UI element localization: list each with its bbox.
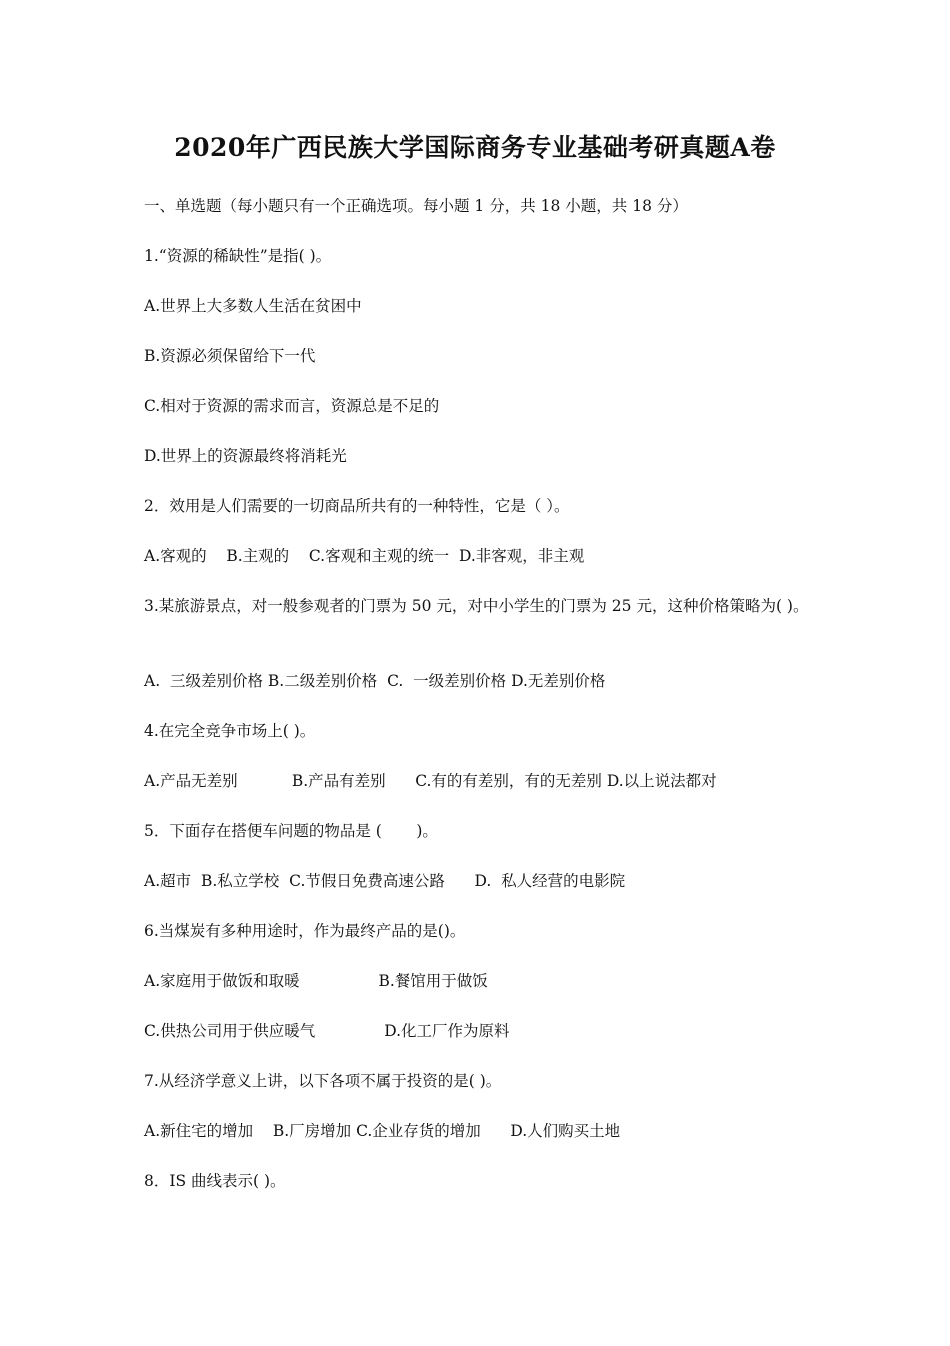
question-7: 7.从经济学意义上讲，以下各项不属于投资的是( )。 (144, 1072, 502, 1090)
question-1-option-c: C.相对于资源的需求而言，资源总是不足的 (144, 397, 440, 415)
question-2: 2．效用是人们需要的一切商品所共有的一种特性，它是（ ）。 (144, 497, 570, 515)
question-1-option-b: B.资源必须保留给下一代 (144, 347, 316, 365)
question-4-options: A.产品无差别 B.产品有差别 C.有的有差别，有的无差别 D.以上说法都对 (144, 772, 717, 790)
question-5: 5．下面存在搭便车问题的物品是 ( )。 (144, 822, 438, 840)
question-1-option-a: A.世界上大多数人生活在贫困中 (144, 297, 362, 315)
page-title: 2020年广西民族大学国际商务专业基础考研真题A卷 (174, 133, 776, 162)
question-1-option-d: D.世界上的资源最终将消耗光 (144, 447, 347, 465)
question-3: 3.某旅游景点，对一般参观者的门票为 50 元，对中小学生的门票为 25 元，这种价格策略为( )。 (144, 597, 809, 615)
section-header: 一、单选题（每小题只有一个正确选项。每小题 1 分，共 18 小题，共 18 分） (144, 197, 688, 215)
question-6: 6.当煤炭有多种用途时，作为最终产品的是()。 (144, 922, 466, 940)
question-6-options-ab: A.家庭用于做饭和取暖 B.餐馆用于做饭 (144, 972, 488, 990)
question-8: 8．IS 曲线表示( )。 (144, 1172, 286, 1190)
question-6-options-cd: C.供热公司用于供应暖气 D.化工厂作为原料 (144, 1022, 510, 1040)
question-1: 1.“资源的稀缺性”是指( )。 (144, 247, 332, 265)
question-3-options: A. 三级差别价格 B.二级差别价格 C. 一级差别价格 D.无差别价格 (144, 672, 606, 690)
question-7-options: A.新住宅的增加 B.厂房增加 C.企业存货的增加 D.人们购买土地 (144, 1122, 621, 1140)
question-4: 4.在完全竞争市场上( )。 (144, 722, 316, 740)
question-5-options: A.超市 B.私立学校 C.节假日免费高速公路 D. 私人经营的电影院 (144, 872, 626, 890)
question-2-options: A.客观的 B.主观的 C.客观和主观的统一 D.非客观，非主观 (144, 547, 585, 565)
